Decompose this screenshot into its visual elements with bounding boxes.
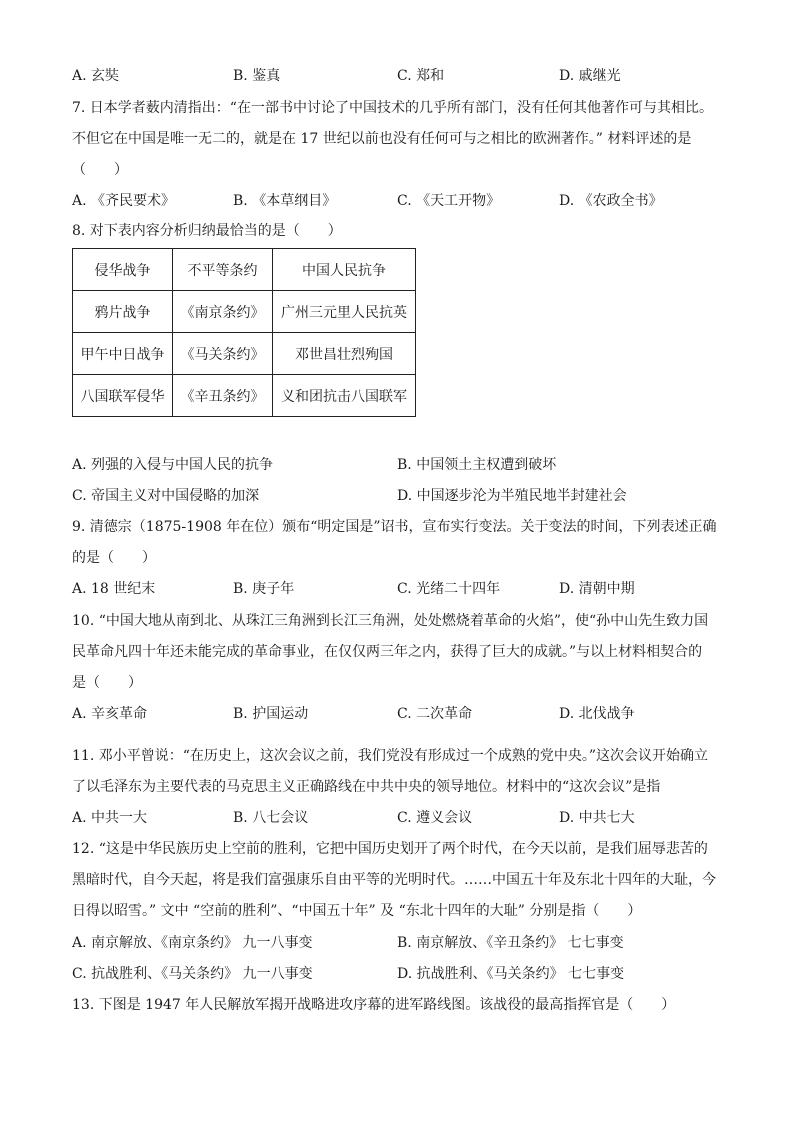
q9-option-a: A. 18 世纪末 [72, 581, 156, 597]
table-cell: 八国联军侵华 [73, 375, 173, 417]
q10-option-d: D. 北伐战争 [559, 706, 635, 722]
q12-option-d: D. 抗战胜利、《马关条约》 七七事变 [397, 966, 625, 982]
q9-option-d: D. 清朝中期 [559, 581, 635, 597]
table-cell: 邓世昌壮烈殉国 [273, 333, 416, 375]
q10-stem-line-3: 是（ ） [72, 675, 142, 691]
q10-options [72, 704, 732, 724]
q9-option-b: B. 庚子年 [233, 581, 295, 597]
q8-option-b: B. 中国领土主权遭到破坏 [397, 457, 557, 473]
q12-option-c: C. 抗战胜利、《马关条约》 九一八事变 [72, 966, 313, 982]
q11-option-a: A. 中共一大 [72, 810, 148, 826]
q12-stem-line-2: 黑暗时代，自今天起，将是我们富强康乐自由平等的光明时代。……中国五十年及东北十四年的大耻，今 [72, 872, 716, 888]
q13-stem: 13. 下图是 1947 年人民解放军揭开战略进攻序幕的进军路线图。该战役的最高指挥官是（ ） [72, 997, 676, 1013]
q12-option-a: A. 南京解放、《南京条约》 九一八事变 [72, 935, 313, 951]
q7-stem-line-1: 7. 日本学者薮内清指出：“在一部书中讨论了中国技术的几乎所有部门，没有任何其他著作可与其相比。 [72, 100, 713, 116]
table-cell: 鸦片战争 [73, 291, 173, 333]
q9-stem-line-1: 9. 清德宗（1875-1908 年在位）颁布“明定国是”诏书，宣布实行变法。关于变法的时间，下列表述正确 [72, 519, 717, 535]
q12-stem-line-3: 日得以昭雪。” 文中 “空前的胜利”、“中国五十年” 及 “东北十四年的大耻” 分别是指（ ） [72, 903, 642, 919]
table-header-cell: 中国人民抗争 [273, 249, 416, 291]
q10-stem-line-2: 民革命凡四十年还未能完成的革命事业，在仅仅两三年之内，获得了巨大的成就。”与以上材料相契合的 [72, 644, 703, 660]
q9-option-c: C. 光绪二十四年 [397, 581, 501, 597]
q10-option-b: B. 护国运动 [233, 706, 309, 722]
q11-stem-line-2: 了以毛泽东为主要代表的马克思主义正确路线在中共中央的领导地位。材料中的“这次会议”是指 [72, 779, 661, 795]
q8-option-a: A. 列强的入侵与中国人民的抗争 [72, 457, 274, 473]
q8-table [72, 248, 416, 417]
table-row [73, 291, 416, 333]
q9-stem-line-2: 的是（ ） [72, 550, 156, 566]
q6-option-a: A. 玄奘 [72, 68, 120, 84]
q10-option-c: C. 二次革命 [397, 706, 473, 722]
table-cell: 义和团抗击八国联军 [273, 375, 416, 417]
q8-options-row-2 [72, 486, 732, 506]
q6-option-c: C. 郑和 [397, 68, 445, 84]
q10-stem-line-1: 10. “中国大地从南到北、从珠江三角洲到长江三角洲，处处燃烧着革命的火焰”，使“孙中山先生致力国 [72, 613, 709, 629]
q6-option-d: D. 戚继光 [559, 68, 621, 84]
q6-options [72, 66, 732, 86]
q11-option-d: D. 中共七大 [559, 810, 635, 826]
q12-options-row-2 [72, 964, 732, 984]
table-cell: 广州三元里人民抗英 [273, 291, 416, 333]
table-cell: 《辛丑条约》 [173, 375, 273, 417]
q11-option-c: C. 遵义会议 [397, 810, 473, 826]
q7-stem-line-3: （ ） [72, 162, 128, 178]
q7-options [72, 191, 732, 211]
table-header-cell: 侵华战争 [73, 249, 173, 291]
q10-option-a: A. 辛亥革命 [72, 706, 148, 722]
table-cell: 甲午中日战争 [73, 333, 173, 375]
q11-option-b: B. 八七会议 [233, 810, 309, 826]
q9-options [72, 579, 732, 599]
q12-option-b: B. 南京解放、《辛丑条约》 七七事变 [397, 935, 624, 951]
q7-option-b: B. 《本草纲目》 [233, 193, 337, 209]
q8-option-d: D. 中国逐步沦为半殖民地半封建社会 [397, 488, 627, 504]
q7-stem-line-2: 不但它在中国是唯一无二的，就是在 17 世纪以前也没有任何可与之相比的欧洲著作。” 材料评述的是 [72, 131, 692, 147]
q12-options-row-1 [72, 933, 732, 953]
q11-stem-line-1: 11. 邓小平曾说：“在历史上，这次会议之前，我们党没有形成过一个成熟的党中央。”这次会议开始确立 [72, 748, 709, 764]
table-header-cell: 不平等条约 [173, 249, 273, 291]
q8-stem: 8. 对下表内容分析归纳最恰当的是（ ） [72, 223, 342, 239]
q7-option-d: D. 《农政全书》 [559, 193, 663, 209]
table-cell: 《南京条约》 [173, 291, 273, 333]
table-header-row [73, 249, 416, 291]
q11-options [72, 808, 732, 828]
q12-stem-line-1: 12. “这是中华民族历史上空前的胜利，它把中国历史划开了两个时代，在今天以前，是我们屈辱悲苦的 [72, 841, 708, 857]
q7-option-c: C. 《天工开物》 [397, 193, 501, 209]
q8-option-c: C. 帝国主义对中国侵略的加深 [72, 488, 260, 504]
q6-option-b: B. 鉴真 [233, 68, 281, 84]
table-row [73, 375, 416, 417]
table-row [73, 333, 416, 375]
q8-options-row-1 [72, 455, 732, 475]
table-cell: 《马关条约》 [173, 333, 273, 375]
q7-option-a: A. 《齐民要术》 [72, 193, 176, 209]
